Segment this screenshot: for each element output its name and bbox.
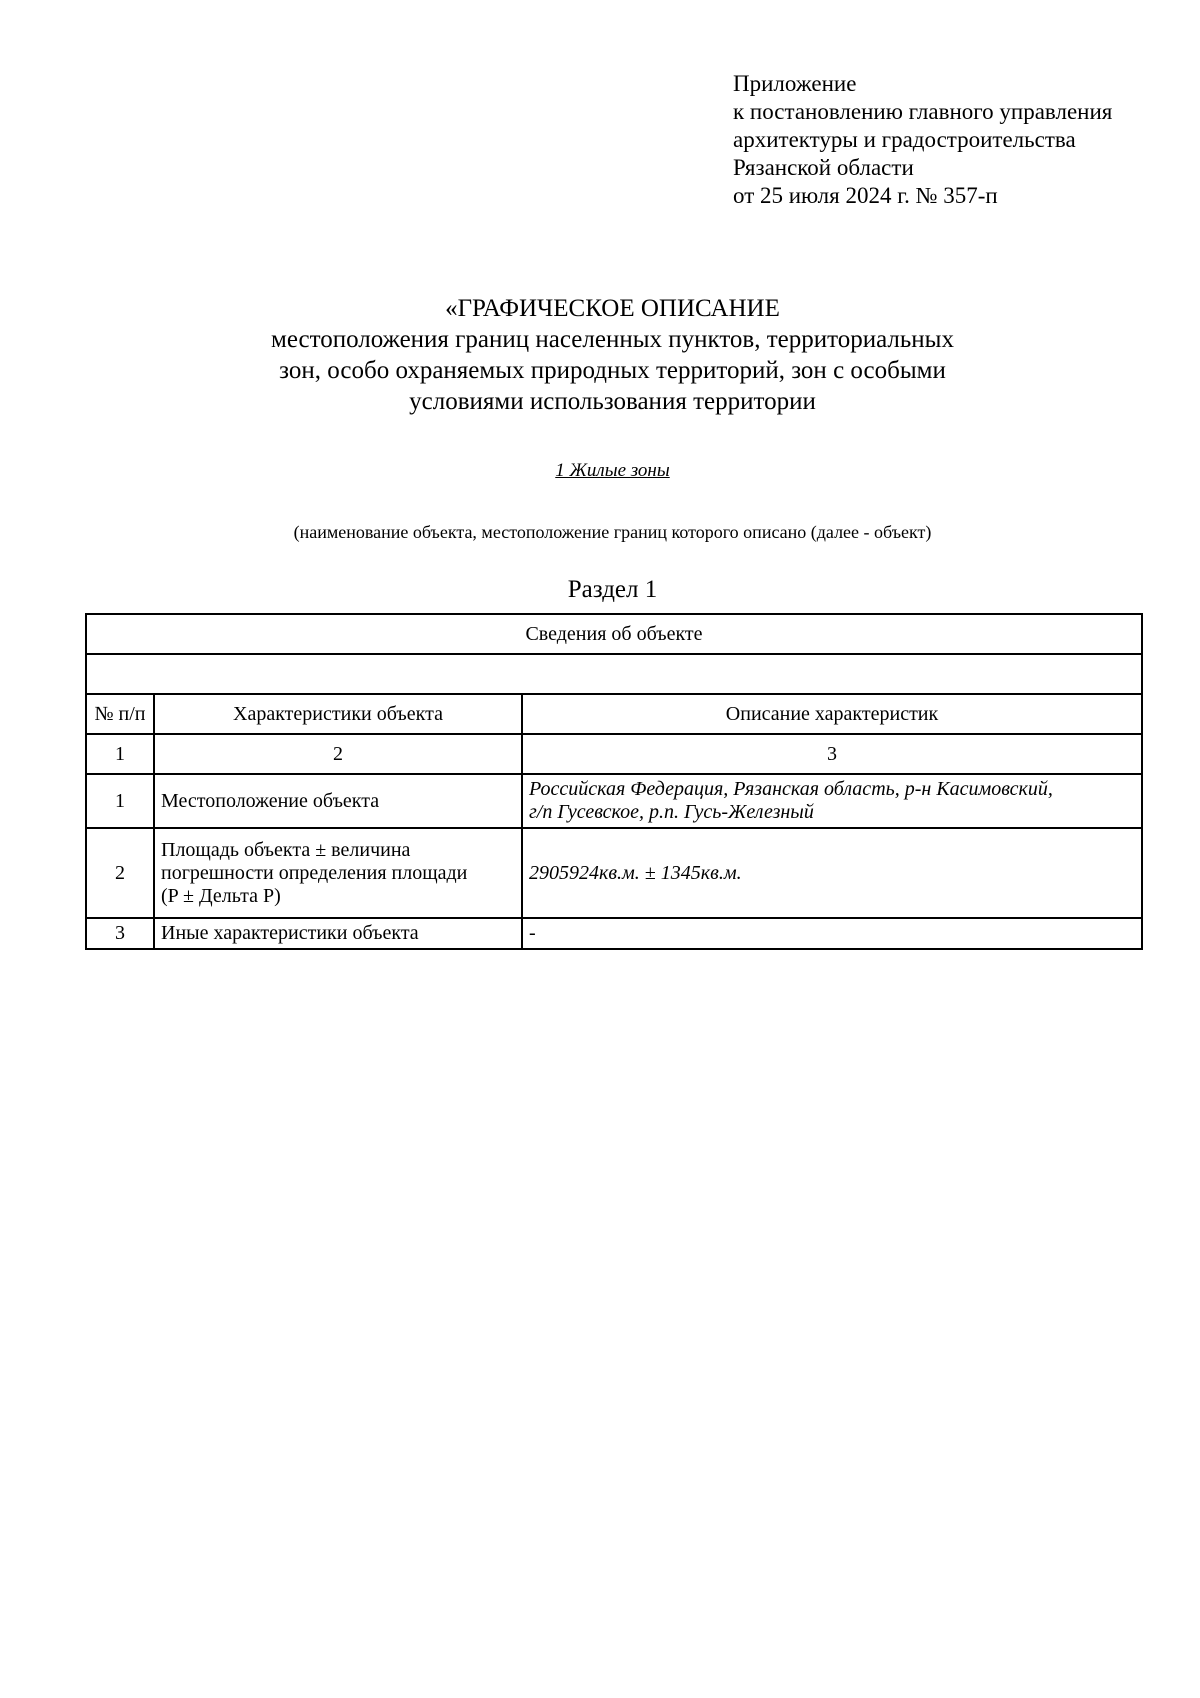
table-row (86, 774, 1142, 828)
table-heading: Сведения об объекте (86, 614, 1142, 654)
description-line: Российская Федерация, Рязанская область, р-н Касимовский, (529, 778, 1053, 800)
row-characteristic (154, 828, 522, 918)
column-header-number: № п/п (86, 694, 154, 734)
appendix-line: архитектуры и градостроительства (733, 127, 1076, 152)
row-characteristic: Иные характеристики объекта (154, 918, 522, 949)
title-line: «ГРАФИЧЕСКОЕ ОПИСАНИЕ (445, 295, 780, 322)
column-number: 3 (522, 734, 1142, 774)
table-column-numbers-row (86, 734, 1142, 774)
object-name (0, 460, 1200, 482)
characteristic-line: Площадь объекта ± величина (161, 838, 411, 861)
characteristic-line: (P ± Дельта P) (161, 884, 281, 907)
column-number: 1 (86, 734, 154, 774)
row-description: 2905924кв.м. ± 1345кв.м. (522, 828, 1142, 918)
row-number: 2 (86, 828, 154, 918)
table-row (86, 828, 1142, 918)
title-line: условиями использования территории (409, 388, 816, 415)
table-row (86, 918, 1142, 949)
document-title (0, 293, 1200, 417)
table-heading-row (86, 614, 1142, 654)
appendix-line: к постановлению главного управления (733, 99, 1113, 124)
title-line: зон, особо охраняемых природных территорий, зон с особыми (279, 357, 946, 384)
appendix-date-number: от 25 июля 2024 г. № 357-п (733, 183, 998, 208)
row-description: - (522, 918, 1142, 949)
column-number: 2 (154, 734, 522, 774)
title-line: местоположения границ населенных пунктов, территориальных (271, 326, 954, 353)
row-number: 1 (86, 774, 154, 828)
object-caption: (наименование объекта, местоположение границ которого описано (далее - объект) (293, 522, 932, 542)
row-characteristic: Местоположение объекта (154, 774, 522, 828)
table-empty-cell (86, 654, 1142, 694)
characteristic-line: погрешности определения площади (161, 861, 468, 884)
table-header-row (86, 694, 1142, 734)
table-empty-row (86, 654, 1142, 694)
description-line: г/п Гусевское, р.п. Гусь-Железный (529, 801, 814, 823)
appendix-header (733, 70, 1112, 210)
appendix-line: Рязанской области (733, 155, 914, 180)
column-header-characteristic: Характеристики объекта (154, 694, 522, 734)
row-number: 3 (86, 918, 154, 949)
object-info-table (85, 613, 1143, 950)
section-label: Раздел 1 (567, 576, 658, 603)
column-header-description: Описание характеристик (522, 694, 1142, 734)
object-name-text: 1 Жилые зоны (555, 460, 670, 481)
appendix-line: Приложение (733, 71, 857, 96)
row-description (522, 774, 1142, 828)
